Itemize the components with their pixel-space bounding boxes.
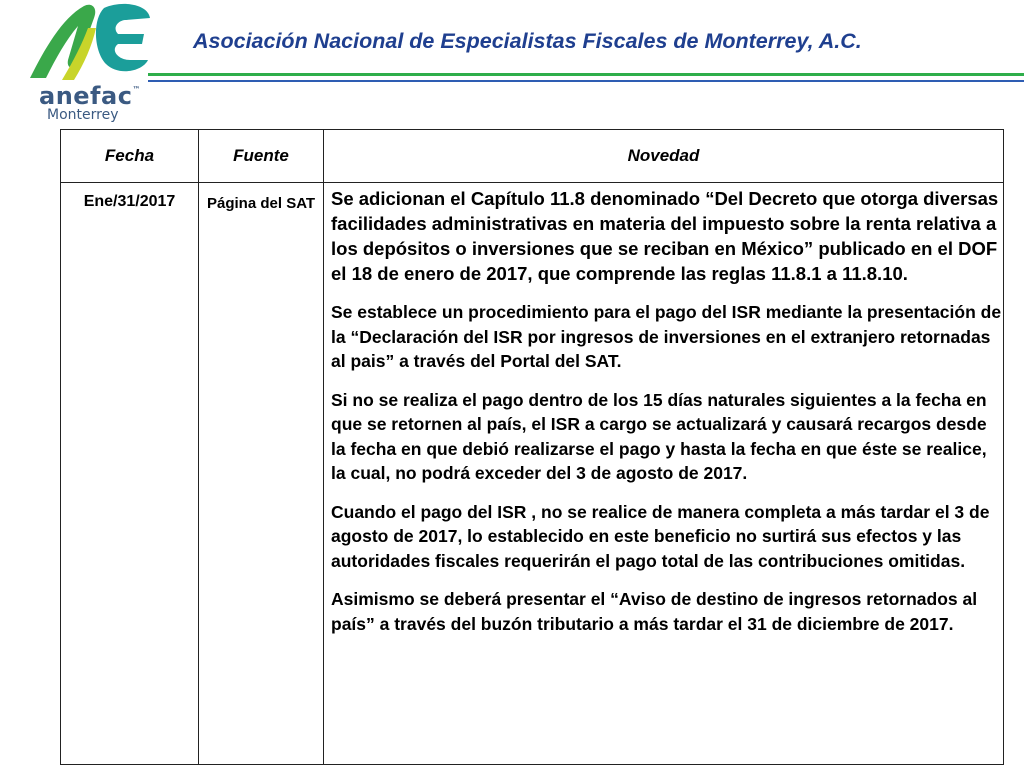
table-header-row [61,130,1004,183]
column-header-fuente: Fuente [199,130,324,183]
novedad-paragraph: Se establece un procedimiento para el pago del ISR mediante la presentación de la “Declaración del ISR por ingresos de inversiones en el extranjero retornadas al pais” a través del Portal del SAT. [331,302,1002,371]
header-rule-blue [148,80,1024,82]
page-title: Asociación Nacional de Especialistas Fiscales de Monterrey, A.C. [193,29,862,53]
logo-trademark: ™ [132,85,141,94]
logo-city: Monterrey [47,107,119,123]
anefac-ae-mark-icon [22,0,157,90]
header-rule-green [148,73,1024,76]
novedad-paragraph: Asimismo se deberá presentar el “Aviso de destino de ingresos retornados al país” a través del buzón tributario a más tardar el 31 de diciembre de 2017. [331,589,978,634]
novedad-paragraph: Se adicionan el Capítulo 11.8 denominado “Del Decreto que otorga diversas facilidades administrativas en materia del impuesto sobre la renta relativa a los depósitos o inversiones que se reciban en México” publicado en el DOF el 18 de enero de 2017, que comprende las reglas 11.8.1 a 11.8.10. [331,188,999,284]
cell-fuente: Página del SAT [199,183,324,765]
anefac-logo [22,0,157,125]
table-row [61,183,1004,765]
novedades-table [60,129,1004,765]
novedad-paragraph: Si no se realiza el pago dentro de los 15 días naturales siguientes a la fecha en que se retornen al país, el ISR a cargo se actualizará y causará recargos desde la fecha en que debió realizarse el pago y hasta la fecha en que éste se realice, la cual, no podrá exceder del 3 de agosto de 2017. [331,389,987,483]
cell-novedad [324,183,1004,765]
column-header-novedad: Novedad [324,130,1004,183]
novedad-paragraph: Cuando el pago del ISR , no se realice de manera completa a más tardar el 3 de agosto de 2017, lo establecido en este beneficio no surtirá sus efectos y las autoridades fiscales requerirán el pago total de las contribuciones omitidas. [331,501,990,571]
column-header-fecha: Fecha [61,130,199,183]
cell-fecha: Ene/31/2017 [61,183,199,765]
logo-brand: anefac™ [39,82,141,110]
